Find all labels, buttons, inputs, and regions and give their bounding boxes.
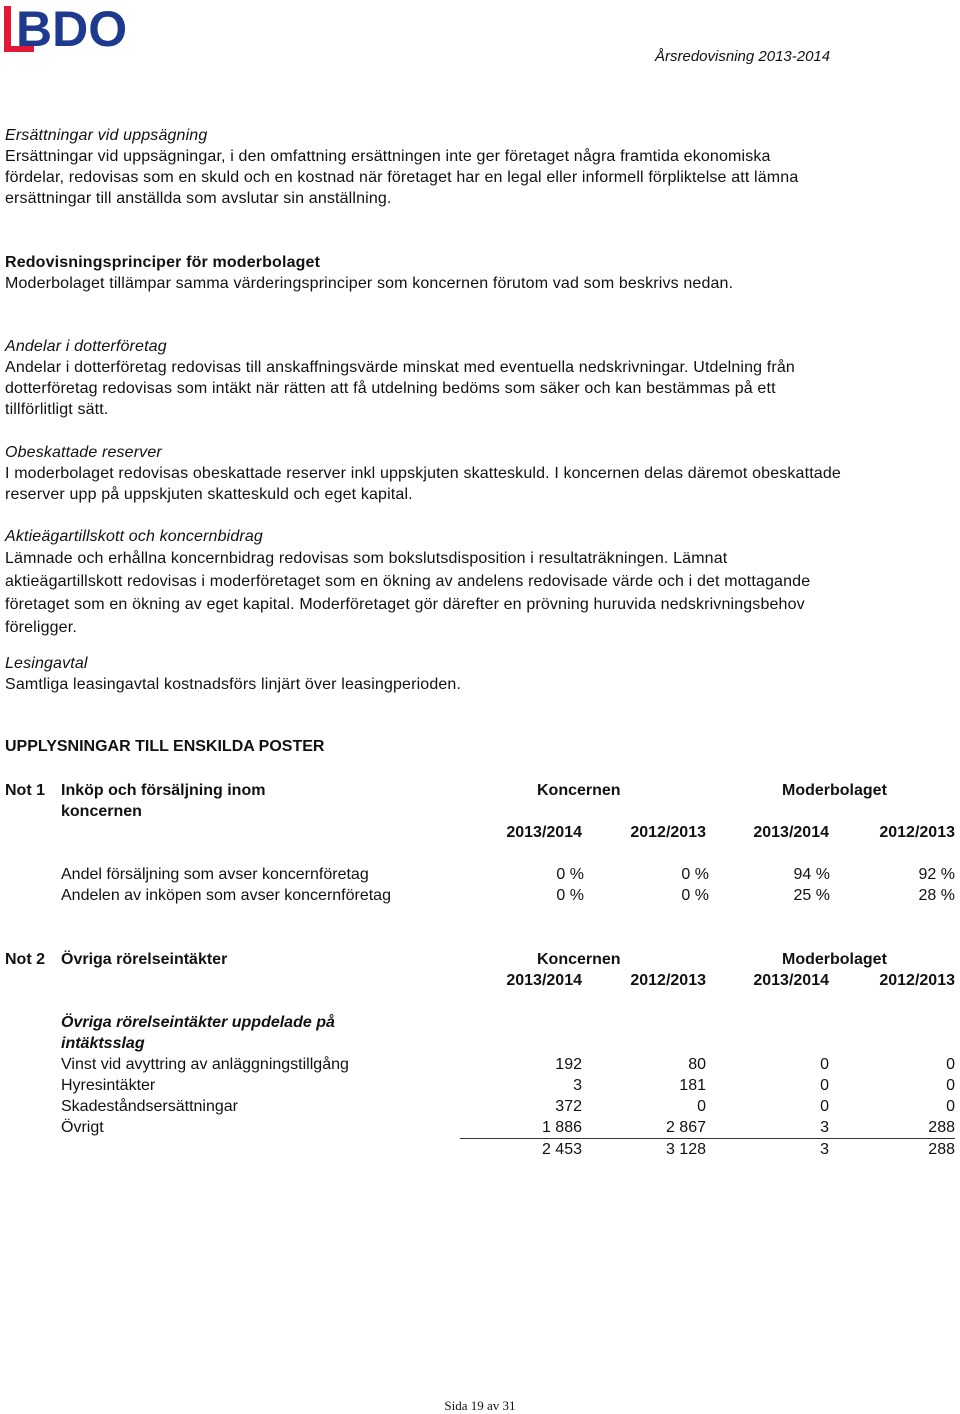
cell-value: 2 867 [665,1119,706,1136]
table-row [5,864,960,885]
cell-value: 94 % [793,866,830,883]
section-subsidiaries [5,336,955,420]
page-number: Sida 19 av 31 [444,1398,516,1413]
year-header: 2013/2014 [506,972,582,989]
cell-value: 28 % [918,887,955,904]
year-header-row [5,822,960,843]
group-column-label: Koncernen [537,951,621,968]
cell-value: 0 [946,1098,955,1115]
group-column-label: Koncernen [537,782,621,799]
document-title: Årsredovisning 2013-2014 [655,48,831,65]
note-title: Inköp och försäljning inom [61,782,266,799]
logo-text: BDO [16,2,128,56]
paragraph-line: ersättningar till anställda som avslutar sin anställning. [5,190,392,207]
total-value: 2 453 [541,1141,582,1158]
section-heading: Lesingavtal [5,655,88,672]
total-value: 288 [928,1141,955,1158]
section-heading: Redovisningsprinciper för moderbolaget [5,254,321,271]
row-label: Skadeståndsersättningar [61,1098,238,1115]
table-row [5,1054,960,1075]
section-leasing [5,653,955,695]
cell-value: 0 [946,1056,955,1073]
section-untaxed-reserves [5,442,955,505]
section-contributions [5,526,955,639]
cell-value: 92 % [918,866,955,883]
row-label: Övrigt [61,1119,104,1136]
subheading-line2: intäktsslag [61,1035,145,1052]
year-header: 2012/2013 [630,824,706,841]
row-label: Andel försäljning som avser koncernföretag [61,866,369,883]
row-label: Hyresintäkter [61,1077,156,1094]
cell-value: 3 [573,1077,582,1094]
paragraph-line: Andelar i dotterföretag redovisas till anskaffningsvärde minskat med eventuella nedskrivningar. Utdelning från [5,359,795,376]
paragraph-line: Samtliga leasingavtal kostnadsförs linjärt över leasingperioden. [5,676,462,693]
table-row [5,1075,960,1096]
cell-value: 0 % [681,866,709,883]
bdo-logo [4,2,144,56]
paragraph-line: Lämnade och erhållna koncernbidrag redovisas som bokslutsdisposition i resultaträkningen. Lämnat [5,550,728,567]
table-row [5,1117,960,1138]
table-row [5,885,960,906]
section-parent-principles [5,252,955,294]
paragraph-line: fördelar, redovisas som en skuld och en kostnad när företaget har en legal eller informell förpliktelse att lämna [5,169,799,186]
cell-value: 0 [946,1077,955,1094]
note-title-line2: koncernen [61,803,142,820]
cell-value: 181 [679,1077,706,1094]
total-value: 3 [820,1141,829,1158]
section-heading: Andelar i dotterföretag [5,338,167,355]
cell-value: 80 [688,1056,706,1073]
paragraph-line: reserver upp på uppskjuten skatteskuld och eget kapital. [5,486,413,503]
totals-row [5,1139,960,1160]
note-label: Not 1 [5,782,45,799]
year-header: 2013/2014 [753,972,829,989]
row-label: Vinst vid avyttring av anläggningstillgång [61,1056,349,1073]
cell-value: 0 % [556,887,584,904]
year-header: 2013/2014 [753,824,829,841]
notes-heading: UPPLYSNINGAR TILL ENSKILDA POSTER [5,738,325,755]
paragraph-line: dotterföretag redovisas som intäkt när rätten att få utdelning bedöms som säker och kan bestämmas på ett [5,380,776,397]
year-header: 2012/2013 [879,824,955,841]
section-heading: Aktieägartillskott och koncernbidrag [5,528,263,545]
parent-column-label: Moderbolaget [782,951,887,968]
cell-value: 288 [928,1119,955,1136]
cell-value: 25 % [793,887,830,904]
cell-value: 192 [555,1056,582,1073]
paragraph-line: företaget som en ökning av eget kapital. Moderföretaget gör därefter en prövning huruvida nedskrivningsbehov [5,596,805,613]
cell-value: 0 [820,1098,829,1115]
total-value: 3 128 [665,1141,706,1158]
cell-value: 1 886 [541,1119,582,1136]
note-title: Övriga rörelseintäkter [61,951,228,968]
note-label: Not 2 [5,951,45,968]
cell-value: 0 [820,1056,829,1073]
paragraph-line: tillförlitligt sätt. [5,401,109,418]
subheading: Övriga rörelseintäkter uppdelade på [61,1014,335,1031]
paragraph-line: Ersättningar vid uppsägningar, i den omfattning ersättningen inte ger företaget några framtida ekonomiska [5,148,771,165]
cell-value: 0 [820,1077,829,1094]
cell-value: 0 % [681,887,709,904]
paragraph-line: aktieägartillskott redovisas i moderföretaget som en ökning av andelens redovisade värde och i det mottagande [5,573,811,590]
paragraph-line: föreligger. [5,619,77,636]
cell-value: 0 % [556,866,584,883]
cell-value: 3 [820,1119,829,1136]
row-label: Andelen av inköpen som avser koncernföretag [61,887,391,904]
year-header: 2012/2013 [630,972,706,989]
year-header: 2012/2013 [879,972,955,989]
cell-value: 372 [555,1098,582,1115]
table-row [5,1096,960,1117]
section-heading: Obeskattade reserver [5,444,162,461]
section-heading: Ersättningar vid uppsägning [5,127,208,144]
paragraph-line: Moderbolaget tillämpar samma värderingsprinciper som koncernen förutom vad som beskrivs nedan. [5,275,734,292]
year-header-row [5,970,960,991]
section-termination [5,125,955,209]
cell-value: 0 [697,1098,706,1115]
parent-column-label: Moderbolaget [782,782,887,799]
paragraph-line: I moderbolaget redovisas obeskattade reserver inkl uppskjuten skatteskuld. I koncernen delas däremot obeskattade [5,465,841,482]
year-header: 2013/2014 [506,824,582,841]
